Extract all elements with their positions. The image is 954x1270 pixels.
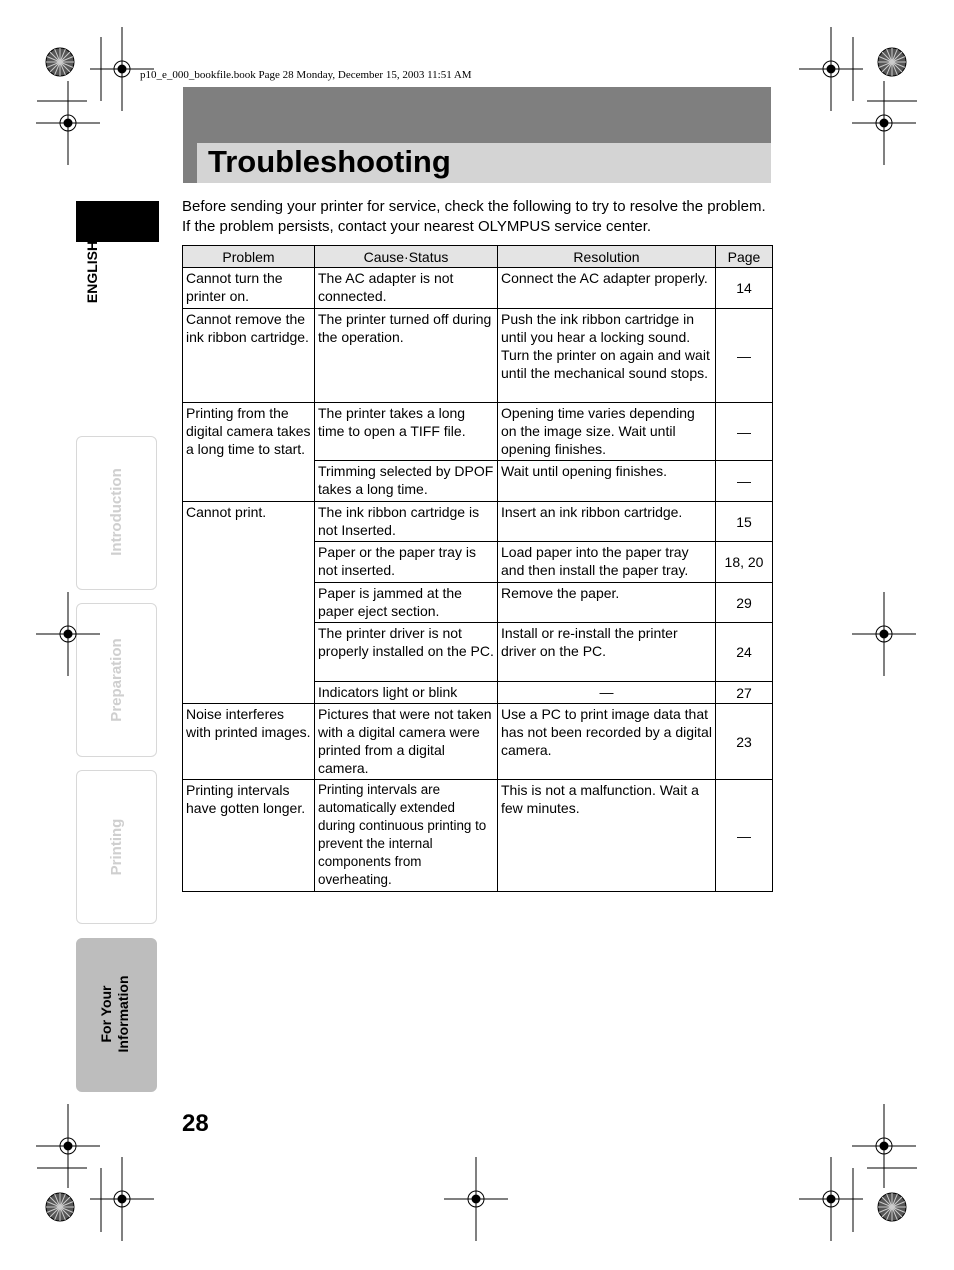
registration-dot [118,1195,126,1203]
tab-printing-label: Printing [108,818,125,876]
resolution-cell: Connect the AC adapter properly. [498,268,716,309]
page-cell: — [716,461,773,502]
page-number: 28 [182,1110,209,1137]
header-problem: Problem [183,246,315,268]
cause-cell: Paper is jammed at the paper eject section. [315,583,498,623]
page-title: Troubleshooting [208,144,451,179]
resolution-cell: Push the ink ribbon cartridge in until you hear a locking sound. Turn the printer on again and wait until the mechanical sound stops. [498,309,716,403]
registration-dot [472,1195,480,1203]
problem-cell: Cannot print. [183,502,315,704]
cause-cell: The AC adapter is not connected. [315,268,498,309]
registration-dot [64,1142,72,1150]
resolution-cell: Opening time varies depending on the image size. Wait until opening finishes. [498,403,716,461]
registration-dot [64,119,72,127]
cause-cell: Indicators light or blink [315,682,498,704]
registration-dot [118,65,126,73]
resolution-cell: This is not a malfunction. Wait a few minutes. [498,780,716,892]
cause-cell: Trimming selected by DPOF takes a long time. [315,461,498,502]
resolution-cell: Remove the paper. [498,583,716,623]
intro-paragraph: Before sending your printer for service, check the following to try to resolve the problem. If the problem persists, contact your nearest OLYMPUS service center. [182,198,766,235]
header-page: Page [716,246,773,268]
header-resolution: Resolution [498,246,716,268]
page-cell: 23 [716,704,773,780]
page-cell: 15 [716,502,773,542]
problem-cell: Noise interferes with printed images. [183,704,315,780]
tab-info-label-line1: For Your [98,985,114,1043]
tab-info-label-line2: Information [115,975,131,1053]
print-header-line: p10_e_000_bookfile.book Page 28 Monday, December 15, 2003 11:51 AM [140,69,472,81]
resolution-cell: Install or re-install the printer driver on the PC. [498,623,716,682]
page-cell: 27 [716,682,773,704]
cause-cell: The ink ribbon cartridge is not Inserted. [315,502,498,542]
tab-preparation-label: Preparation [108,638,125,722]
resolution-cell: Insert an ink ribbon cartridge. [498,502,716,542]
registration-dot [64,630,72,638]
problem-cell: Printing intervals have gotten longer. [183,780,315,892]
registration-dot [827,65,835,73]
resolution-cell: — [498,682,716,704]
cause-cell: Pictures that were not taken with a digital camera were printed from a digital camera. [315,704,498,780]
problem-cell: Cannot remove the ink ribbon cartridge. [183,309,315,403]
page-cell: 24 [716,623,773,682]
page-cell: 29 [716,583,773,623]
page-cell: 18, 20 [716,542,773,583]
cause-cell: Paper or the paper tray is not inserted. [315,542,498,583]
cause-cell: The printer driver is not properly installed on the PC. [315,623,498,682]
problem-cell: Cannot turn the printer on. [183,268,315,309]
page-cell: 14 [716,268,773,309]
header-cause-status: Cause·Status [315,246,498,268]
page-cell: — [716,309,773,403]
cause-cell: The printer turned off during the operation. [315,309,498,403]
registration-dot [880,119,888,127]
resolution-cell: Wait until opening finishes. [498,461,716,502]
crop-marks [36,27,917,1241]
registration-dot [880,1142,888,1150]
page-cell: — [716,780,773,892]
cause-cell: Printing intervals are automatically extended during continuous printing to prevent the internal components from overheating. [315,780,498,892]
problem-cell: Printing from the digital camera takes a long time to start. [183,403,315,502]
resolution-cell: Use a PC to print image data that has not been recorded by a digital camera. [498,704,716,780]
tab-introduction-label: Introduction [108,468,125,556]
registration-dot [827,1195,835,1203]
resolution-cell: Load paper into the paper tray and then install the paper tray. [498,542,716,583]
language-label: ENGLISH [84,240,100,304]
cause-cell: The printer takes a long time to open a TIFF file. [315,403,498,461]
registration-dot [880,630,888,638]
page-cell: — [716,403,773,461]
